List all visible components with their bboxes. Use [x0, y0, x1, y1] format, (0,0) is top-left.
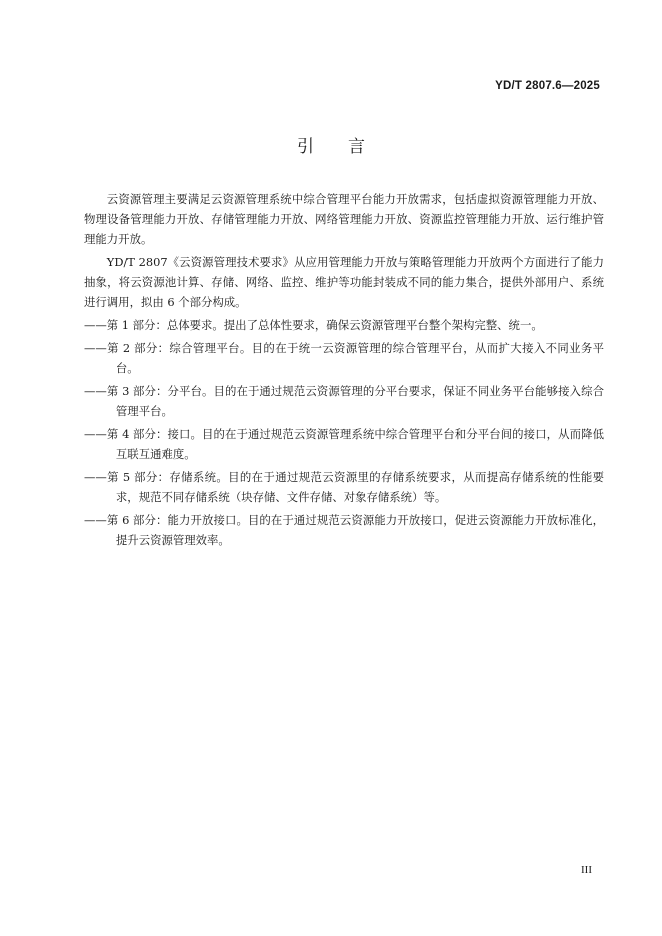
intro-paragraph-2: YD/T 2807《云资源管理技术要求》从应用管理能力开放与策略管理能力开放两个方面进行了能力抽象，将云资源池计算、存储、网络、监控、维护等功能封装成不同的能力集合，提供外部用户、系统进行调用，拟由 6 个部分构成。	[84, 255, 604, 309]
part-item-5: ——第 5 部分：存储系统。目的在于通过规范云资源里的存储系统要求，从而提高存储系统的性能要求，规范不同存储系统（块存储、文件存储、对象存储系统）等。	[84, 470, 604, 504]
document-code: YD/T 2807.6—2025	[495, 80, 600, 92]
part-item-6: ——第 6 部分：能力开放接口。目的在于通过规范云资源能力开放接口，促进云资源能力开放标准化，提升云资源管理效率。	[84, 513, 604, 547]
part-item-1: ——第 1 部分：总体要求。提出了总体性要求，确保云资源管理平台整个架构完整、统一。	[84, 318, 543, 332]
intro-paragraph-1: 云资源管理主要满足云资源管理系统中综合管理平台能力开放需求，包括虚拟资源管理能力开放、物理设备管理能力开放、存储管理能力开放、网络管理能力开放、资源监控管理能力开放、运行维护管理能力开放。	[84, 192, 604, 246]
section-title: 引言	[297, 137, 399, 157]
part-item-2: ——第 2 部分：综合管理平台。目的在于统一云资源管理的综合管理平台，从而扩大接入不同业务平台。	[84, 341, 604, 375]
page-number: III	[581, 864, 592, 876]
part-item-3: ——第 3 部分：分平台。目的在于通过规范云资源管理的分平台要求，保证不同业务平台能够接入综合管理平台。	[84, 384, 604, 418]
part-item-4: ——第 4 部分：接口。目的在于通过规范云资源管理系统中综合管理平台和分平台间的接口，从而降低互联互通难度。	[84, 427, 604, 461]
introduction-body	[84, 189, 604, 553]
